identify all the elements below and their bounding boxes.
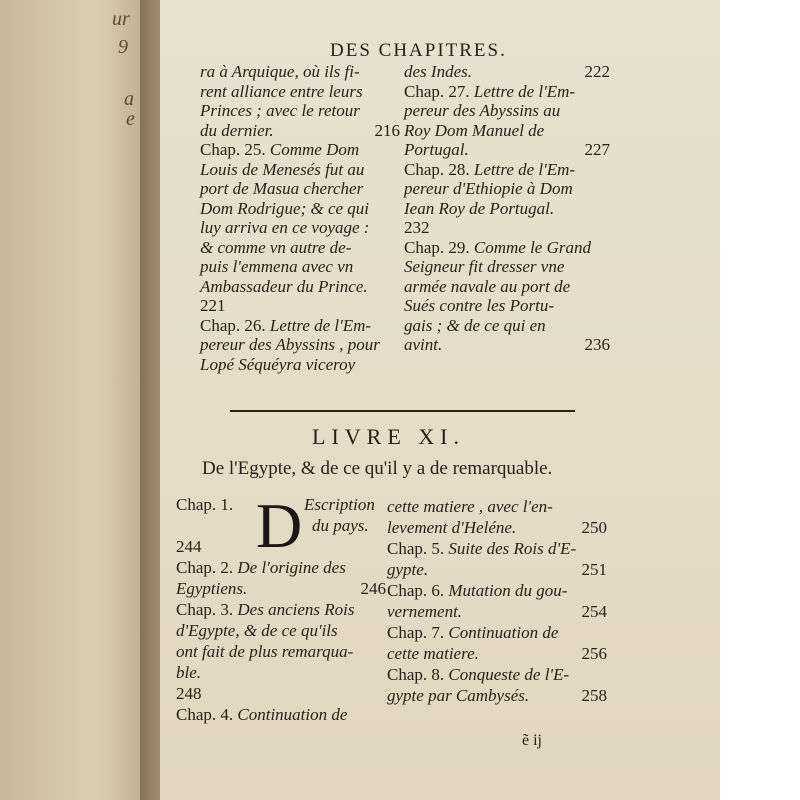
page-number: 216: [374, 120, 400, 140]
line-text: [200, 160, 364, 180]
entry-text: Mutation du gou-: [448, 581, 568, 600]
page-number: 256: [581, 644, 607, 663]
toc-line: [176, 704, 386, 725]
entry-text: Lettre de l'Em-: [473, 159, 576, 179]
line-text: [200, 121, 274, 141]
toc-line: [200, 101, 400, 121]
chapter-label: Chap. 1.: [176, 495, 234, 514]
chapter-label: Chap. 29.: [404, 237, 474, 257]
line-text: [404, 62, 472, 82]
toc-line: [404, 101, 610, 121]
line-text: [176, 578, 247, 599]
entry-text: Des anciens Rois: [237, 600, 355, 619]
entry-text: cette matiere.: [387, 644, 479, 663]
toc-line: [387, 538, 607, 559]
toc-line: [200, 335, 400, 355]
entry-text: Comme le Grand: [473, 237, 591, 257]
toc-line: [200, 179, 400, 199]
toc-line: [200, 82, 400, 102]
entry-text: Ambassadeur du Prince.: [200, 276, 368, 296]
entry-text: pereur des Abyssins au: [404, 101, 561, 120]
chapter-label: Chap. 3.: [176, 600, 238, 619]
toc-line: [404, 62, 610, 82]
line-text: [387, 685, 529, 706]
chapter-label: Chap. 28.: [404, 159, 474, 179]
entry-text: Continuation de: [237, 705, 348, 724]
entry-text: gypte.: [387, 560, 429, 579]
line-text: [176, 620, 338, 641]
toc-line: [200, 160, 400, 180]
page-number: 250: [581, 518, 607, 537]
line-text: [387, 601, 462, 622]
toc-line: [404, 335, 610, 355]
book-subtitle: De l'Egypte, & de ce qu'il y a de remarquable.: [202, 458, 553, 479]
entry-text: Conqueste de l'E-: [448, 665, 570, 684]
running-head: DES CHAPITRES.: [330, 40, 507, 61]
toc-line: [404, 82, 610, 102]
toc-line: [387, 685, 607, 706]
entry-text: du pays.: [312, 516, 369, 535]
facing-page-edge: [0, 0, 160, 800]
entry-text: Seigneur fit dresser vne: [404, 257, 565, 276]
line-text: [200, 101, 360, 121]
page-number: 227: [584, 140, 610, 159]
entry-text: Escription: [304, 495, 375, 514]
toc-line: [200, 238, 400, 258]
line-text: [404, 160, 575, 180]
toc-line: [404, 199, 610, 219]
line-text: [387, 643, 479, 664]
line-text: [404, 335, 442, 355]
chapter-label: Chap. 4.: [176, 705, 238, 724]
entry-text: pereur des Abyssins , pour: [200, 335, 380, 354]
toc-line: [200, 277, 400, 297]
toc-line: [404, 140, 610, 160]
line-text: [200, 316, 371, 336]
section-rule: [230, 410, 575, 412]
entry-text: port de Masua chercher: [200, 179, 364, 198]
edge-fragment: 9: [118, 36, 128, 58]
line-text: [176, 599, 354, 620]
entry-text: pereur d'Ethiopie à Dom: [404, 179, 573, 198]
entry-text: vernement.: [387, 602, 463, 621]
line-text: [200, 277, 368, 297]
line-text: [404, 179, 573, 199]
entry-text: avint.: [404, 335, 443, 354]
entry-text: Portugal.: [404, 140, 469, 159]
toc-line: [387, 601, 607, 622]
line-text: [404, 82, 575, 102]
toc-line: [387, 643, 607, 664]
toc-line: [200, 296, 400, 316]
line-text: [404, 257, 564, 277]
toc-line: [176, 641, 386, 662]
page-number: 236: [584, 335, 610, 354]
entry-text: luy arriva en ce voyage :: [200, 218, 370, 237]
toc-line: [404, 121, 610, 141]
page-number: 254: [581, 602, 607, 621]
entry-text: cette matiere , avec l'en-: [387, 497, 553, 516]
line-text: [176, 641, 353, 662]
entry-text: gais ; & de ce qui en: [404, 315, 546, 335]
page-number: 222: [584, 62, 610, 81]
entry-text: ont fait de plus remarqua-: [176, 642, 354, 661]
chapter-label: Chap. 5.: [387, 539, 449, 558]
page-number: 221: [200, 296, 226, 315]
toc-line: [200, 140, 400, 160]
entry-text: Louis de Menesés fut au: [200, 159, 365, 179]
entry-text: ble.: [176, 663, 202, 682]
line-text: [387, 538, 576, 559]
entry-text: ra à Arquique, où ils fi-: [200, 62, 360, 81]
toc-line: [176, 662, 386, 683]
line-text: [200, 199, 369, 219]
entry-text: du dernier.: [200, 120, 274, 140]
chapter-label: Chap. 25.: [200, 140, 270, 159]
line-text: [200, 179, 363, 199]
toc-line: [404, 257, 610, 277]
toc-line: [176, 599, 386, 620]
toc-line: [200, 218, 400, 238]
drop-cap: D: [256, 490, 303, 561]
line-text: [200, 140, 359, 160]
entry-text: puis l'emmena avec vn: [200, 257, 354, 276]
entry-text: gypte par Cambysés.: [387, 686, 530, 705]
toc-line: [200, 355, 400, 375]
line-text: [404, 140, 469, 160]
toc-line: [404, 316, 610, 336]
signature-mark: ẽ ij: [522, 732, 542, 749]
line-text: [404, 277, 570, 297]
entry-text: & comme vn autre de-: [200, 237, 352, 257]
toc-line: [387, 496, 607, 517]
book-heading: LIVRE XI.: [312, 424, 465, 449]
toc-line: [404, 218, 610, 238]
toc-line: [404, 277, 610, 297]
line-text: [200, 218, 369, 238]
toc-line: [176, 578, 386, 599]
toc-line: [176, 683, 386, 704]
edge-fragment: e: [126, 108, 135, 130]
toc-line: [200, 316, 400, 336]
line-text: [404, 238, 591, 258]
line-text: [387, 496, 553, 517]
entry-text: Roy Dom Manuel de: [404, 120, 545, 140]
line-text: [176, 662, 201, 683]
page-number: 248: [176, 684, 202, 703]
line-text: [404, 121, 544, 141]
entry-text: levement d'Heléne.: [387, 518, 517, 537]
toc-line: [387, 664, 607, 685]
entry-text: Egyptiens.: [176, 579, 248, 598]
toc-line: [200, 257, 400, 277]
chapter-label: Chap. 7.: [387, 623, 449, 642]
page-number: 232: [404, 218, 430, 237]
line-text: [387, 664, 569, 685]
chapter-label: Chap. 8.: [387, 665, 449, 684]
line-text: [176, 704, 347, 725]
toc-line: [404, 296, 610, 316]
toc-line: [387, 580, 607, 601]
background: [720, 0, 800, 800]
entry-text: Dom Rodrigue; & ce qui: [200, 198, 370, 218]
toc-line: [387, 622, 607, 643]
entry-text: Lettre de l'Em-: [473, 81, 576, 101]
line-text: [404, 199, 554, 219]
toc-column-bottom-right: [387, 496, 607, 706]
toc-line: [404, 179, 610, 199]
toc-line: [404, 160, 610, 180]
entry-text: De l'origine des: [237, 558, 346, 577]
toc-line: [200, 62, 400, 82]
entry-text: armée navale au port de: [404, 276, 571, 296]
toc-column-top-right: [404, 62, 610, 355]
edge-fragment: ur: [112, 8, 130, 30]
page-number: 246: [360, 579, 386, 598]
line-text: [200, 238, 351, 258]
entry-text: Suite des Rois d'E-: [448, 539, 577, 558]
line-text: [200, 257, 353, 277]
toc-line: [176, 620, 386, 641]
line-text: [387, 559, 428, 580]
chapter-label: Chap. 6.: [387, 581, 449, 600]
page-number: 251: [581, 560, 607, 579]
entry-text: Comme Dom: [269, 140, 360, 159]
line-text: [404, 296, 554, 316]
entry-text: d'Egypte, & de ce qu'ils: [176, 621, 338, 640]
line-text: [200, 335, 380, 355]
line-text: [404, 101, 560, 121]
toc-line: [200, 121, 400, 141]
entry-text: des Indes.: [404, 62, 472, 81]
toc-line: [200, 199, 400, 219]
chapter-label: Chap. 2.: [176, 558, 238, 577]
chapter-label: Chap. 27.: [404, 81, 474, 101]
toc-column-top-left: [200, 62, 400, 374]
line-text: [387, 580, 567, 601]
entry-text: rent alliance entre leurs: [200, 81, 363, 101]
edge-fragment: a: [124, 88, 134, 110]
line-text: [387, 517, 516, 538]
entry-text: Lettre de l'Em-: [269, 315, 372, 335]
entry-text: Iean Roy de Portugal.: [404, 198, 555, 218]
line-text: [200, 62, 360, 82]
toc-line: [404, 238, 610, 258]
page-number: 244: [176, 537, 202, 556]
line-text: [200, 355, 355, 375]
line-text: [387, 622, 558, 643]
entry-text: Continuation de: [448, 623, 559, 642]
line-text: [200, 82, 363, 102]
toc-line: [387, 559, 607, 580]
chapter-label: Chap. 26.: [200, 315, 270, 335]
line-text: [404, 316, 546, 336]
entry-text: Sués contre les Portu-: [404, 296, 554, 315]
entry-text: Lopé Séquéyra viceroy: [200, 354, 356, 374]
entry-text: Princes ; avec le retour: [200, 101, 360, 120]
toc-line: [387, 517, 607, 538]
page-number: 258: [581, 686, 607, 705]
